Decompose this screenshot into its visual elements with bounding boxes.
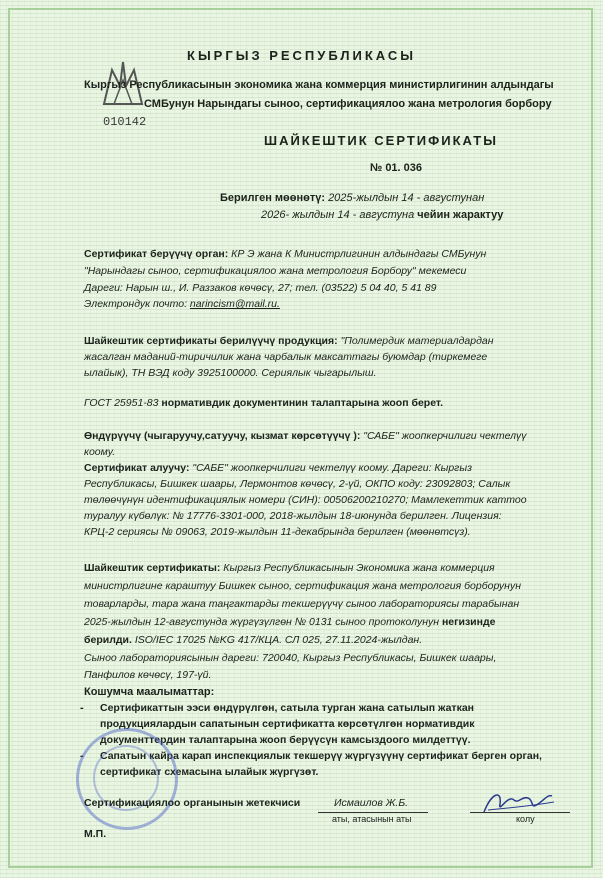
recipient-label: Сертификат алуучу: [84, 462, 190, 474]
name-underline [318, 812, 428, 813]
manufacturer-label: Өндүрүүчү (чыгаруучу,сатуучу, кызмат көрсөтүүчү ): [84, 430, 361, 442]
basis-line-5-bold: берилди. [84, 634, 132, 646]
product-label: Шайкештик сертификаты берилүүчү продукция: [84, 335, 338, 347]
recipient-line-3: төлөөчүнүн идентификациялык номери (СИН): 00506200210270; Мамлекеттик каттоо [84, 494, 527, 506]
certificate-title: ШАЙКЕШТИК СЕРТИФИКАТЫ [264, 133, 498, 148]
basis-line-1: Кыргыз Республикасынын Экономика жана коммерция [223, 562, 495, 574]
head-label: Сертификациялоо органынын жетекчиси [84, 797, 301, 809]
validity-from: 2025-жылдын 14 - августунан [328, 192, 485, 204]
issuer-line-1: КР Э жана К Министрлигинин алдындагы СМБунун [231, 248, 487, 260]
manufacturer-line-2: коому. [84, 446, 116, 458]
product-line-3: ылайык), ТН ВЭД коду 3925100000. Сериялык чыгарылыш. [84, 367, 377, 379]
recipient-line-1: "САБЕ" жоопкерчилиги чектелүү коому. Дареги: Кыргыз [192, 462, 472, 474]
email-link[interactable]: narincism@mail.ru. [189, 298, 280, 310]
extra-item-1-bullet: - [80, 702, 84, 714]
recipient-line-5: КРЦ-2 сериясы № 09063, 2019-жылдын 11-декабрында берилген (мөөнөтсүз). [84, 526, 471, 538]
ministry-line-1: Кыргыз Республикасынын экономика жана коммерция министирлигинин алдындагы [84, 79, 554, 91]
mp-label: М.П. [84, 828, 107, 840]
basis-line-4-bold: негизинде [441, 616, 496, 628]
basis-line-4: 2025-жылдын 12-августунда жүргүзүлгөн № 0131 сыноо протоколунун [84, 616, 440, 628]
extra-item-2-line-1: Сапатын кайра карап инспекциялык текшерүү жүргүзүүнү сертификат берген орган, [100, 750, 542, 762]
validity-to-suffix: чейин жарактуу [417, 209, 504, 221]
serial-number: 010142 [103, 115, 147, 129]
extra-label: Кошумча маалыматтар: [84, 686, 215, 698]
head-name: Исмаилов Ж.Б. [334, 797, 409, 809]
ministry-line-2: СМБунун Нарындагы сыноо, сертификациялоо жана метрология борбору [144, 98, 552, 110]
manufacturer-line-1: "САБЕ" жоопкерчилиги чектелүү [363, 430, 527, 442]
basis-line-2: министрлигине караштуу Бишкек сыноо, сертификация жана метрология борборунун [84, 580, 521, 592]
basis-line-5: ISO/IEC 17025 №KG 417/КЦА. СЛ 025, 27.11.2024-жылдан. [134, 634, 423, 646]
recipient-line-4: туралуу күбөлүк: № 17776-3301-000, 2018-жылдын 18-июнунда берилген. Лицензия: [84, 510, 502, 522]
issuer-line-3: Дареги: Нарын ш., И. Раззаков көчөсү, 27; тел. (03522) 5 04 40, 5 41 89 [84, 282, 437, 294]
email-label: Электрондук почто: [84, 298, 187, 310]
extra-item-1-line-1: Сертификаттын ээси өндүрүлгөн, сатыла турган жана сатылып жаткан [100, 702, 475, 714]
signature-underline [470, 812, 570, 813]
sign-caption: колу [516, 814, 535, 824]
product-line-2: жасалган маданий-тиричилик жана чарбалык максаттагы буюмдар (тиркемеге [84, 351, 488, 363]
country-title: КЫРГЫЗ РЕСПУБЛИКАСЫ [187, 48, 416, 63]
issuer-label: Сертификат берүүчү орган: [84, 248, 229, 260]
basis-label: Шайкештик сертификаты: [84, 562, 221, 574]
name-caption: аты, атасынын аты [332, 814, 412, 824]
issuer-line-2: "Нарындагы сыноо, сертификациялоо жана метрология Борбору" мекемеси [84, 265, 467, 277]
standard-code: ГОСТ 25951-83 [84, 397, 159, 409]
extra-item-2-line-2: сертификат схемасына ылайык жүргүзөт. [100, 766, 319, 778]
extra-item-1-line-2: продукциялардын сапатынын сертификатта көрсөтүлгөн нормативдик [100, 718, 475, 730]
standard-text: нормативдик документинин талаптарына жооп берет. [161, 397, 444, 409]
official-stamp [76, 728, 178, 830]
validity-label: Берилген мөөнөтү: [220, 192, 325, 204]
basis-line-3: товарларды, тара жана таңгактарды текшерүүчү сыноо лабораториясы тарабынан [84, 598, 520, 610]
certificate-number: № 01. 036 [370, 162, 423, 174]
basis-line-7: Панфилов көчөсү, 197-үй. [84, 669, 212, 681]
recipient-line-2: Республикасы, Бишкек шаары, Лермонтов көчөсү, 2-үй, ОКПО коду: 23092803; Салык [84, 478, 511, 490]
extra-item-1-line-3: документтердин талаптарына жооп берүүсүн камсыздоого милдеттүү. [100, 734, 471, 746]
extra-item-2-bullet: - [80, 750, 84, 762]
product-line-1: "Полимердик материалдардан [340, 335, 494, 347]
validity-to: 2026- жылдын 14 - августуна [261, 209, 415, 221]
basis-line-6: Сыноо лабораториясынын дареги: 720040, Кыргыз Республикасы, Бишкек шаары, [84, 652, 497, 664]
